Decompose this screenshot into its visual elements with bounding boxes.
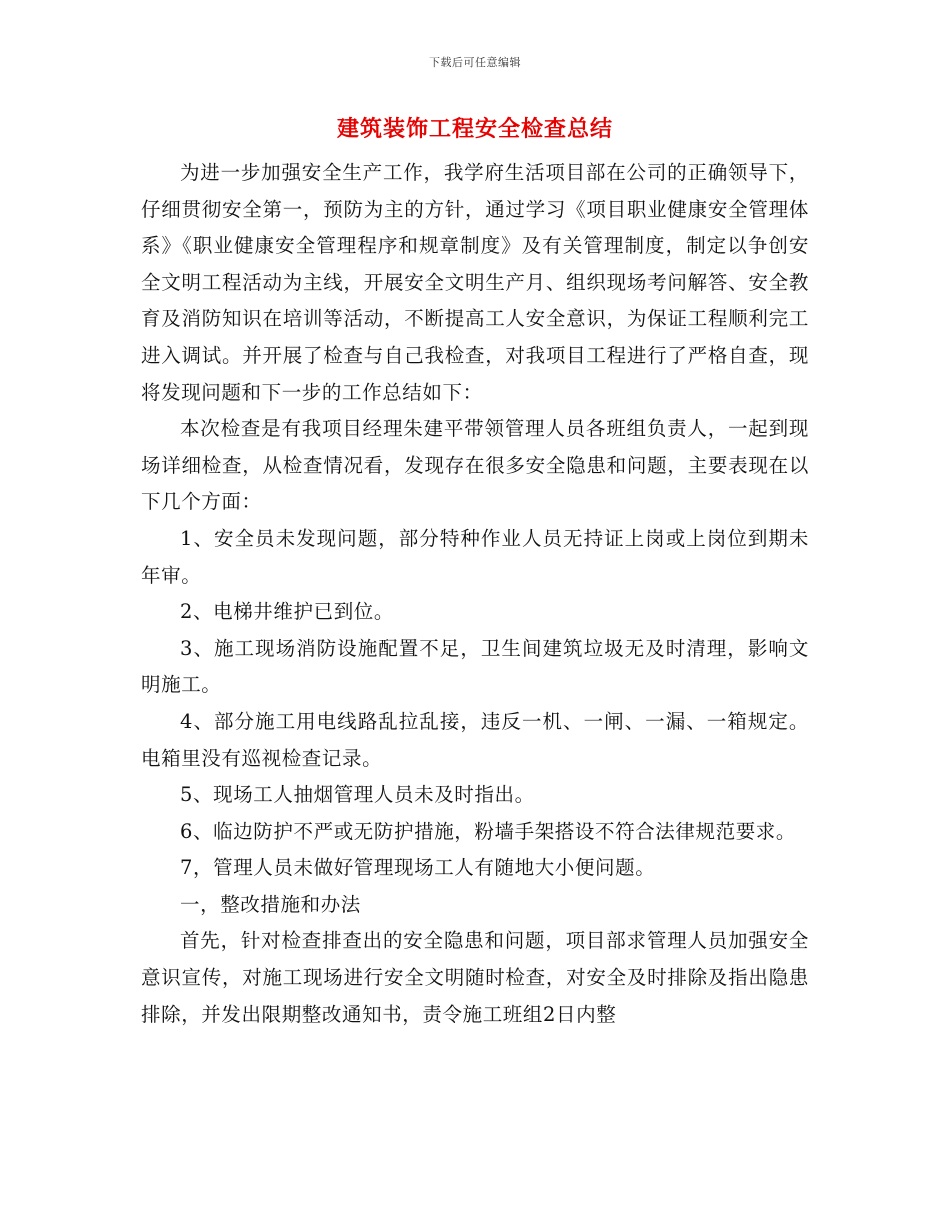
list-item: 6、临边防护不严或无防护措施，粉墙手架搭设不符合法律规范要求。 — [180, 819, 797, 843]
list-item: 2、电梯井维护已到位。 — [180, 600, 395, 624]
paragraph: 为进一步加强安全生产工作，我学府生活项目部在公司的正确领导下，仔细贯彻安全第一，预防为主的方针，通过学习《项目职业健康安全管理体系》《职业健康安全管理程序和规章制度》及有关管理制度，制定以争创安全文明工程活动为主线，开展安全文明生产月、组织现场考问解答、安全教育及消防知识在培训等活动，不断提高工人安全意识，为保证工程顺利完工进入调试。并开展了检查与自己我检查，对我项目工程进行了严格自查，现将发现问题和下一步的工作总结如下： — [141, 161, 809, 404]
list-item: 3、施工现场消防设施配置不足，卫生间建筑垃圾无及时清理，影响文明施工。 — [141, 636, 809, 697]
list-item: 4、部分施工用电线路乱拉乱接，违反一机、一闸、一漏、一箱规定。电箱里没有巡视检查记录。 — [141, 709, 809, 770]
paragraph: 首先，针对检查排查出的安全隐患和问题，项目部求管理人员加强安全意识宣传，对施工现场进行安全文明随时检查，对安全及时排除及指出隐患排除，并发出限期整改通知书，责令施工班组2日内整 — [141, 929, 809, 1026]
document-title: 建筑装饰工程安全检查总结 — [336, 116, 613, 142]
list-item: 7，管理人员未做好管理现场工人有随地大小便问题。 — [180, 856, 656, 880]
section-heading: 一，整改措施和办法 — [180, 892, 361, 916]
paragraph: 本次检查是有我项目经理朱建平带领管理人员各班组负责人，一起到现场详细检查，从检查情况看，发现存在很多安全隐患和问题，主要表现在以下几个方面： — [141, 417, 809, 514]
list-item: 5、现场工人抽烟管理人员未及时指出。 — [180, 783, 535, 807]
list-item: 1、安全员未发现问题，部分特种作业人员无持证上岗或上岗位到期未年审。 — [141, 526, 809, 587]
document-body — [141, 155, 809, 1033]
header-note: 下载后可任意编辑 — [429, 56, 521, 69]
